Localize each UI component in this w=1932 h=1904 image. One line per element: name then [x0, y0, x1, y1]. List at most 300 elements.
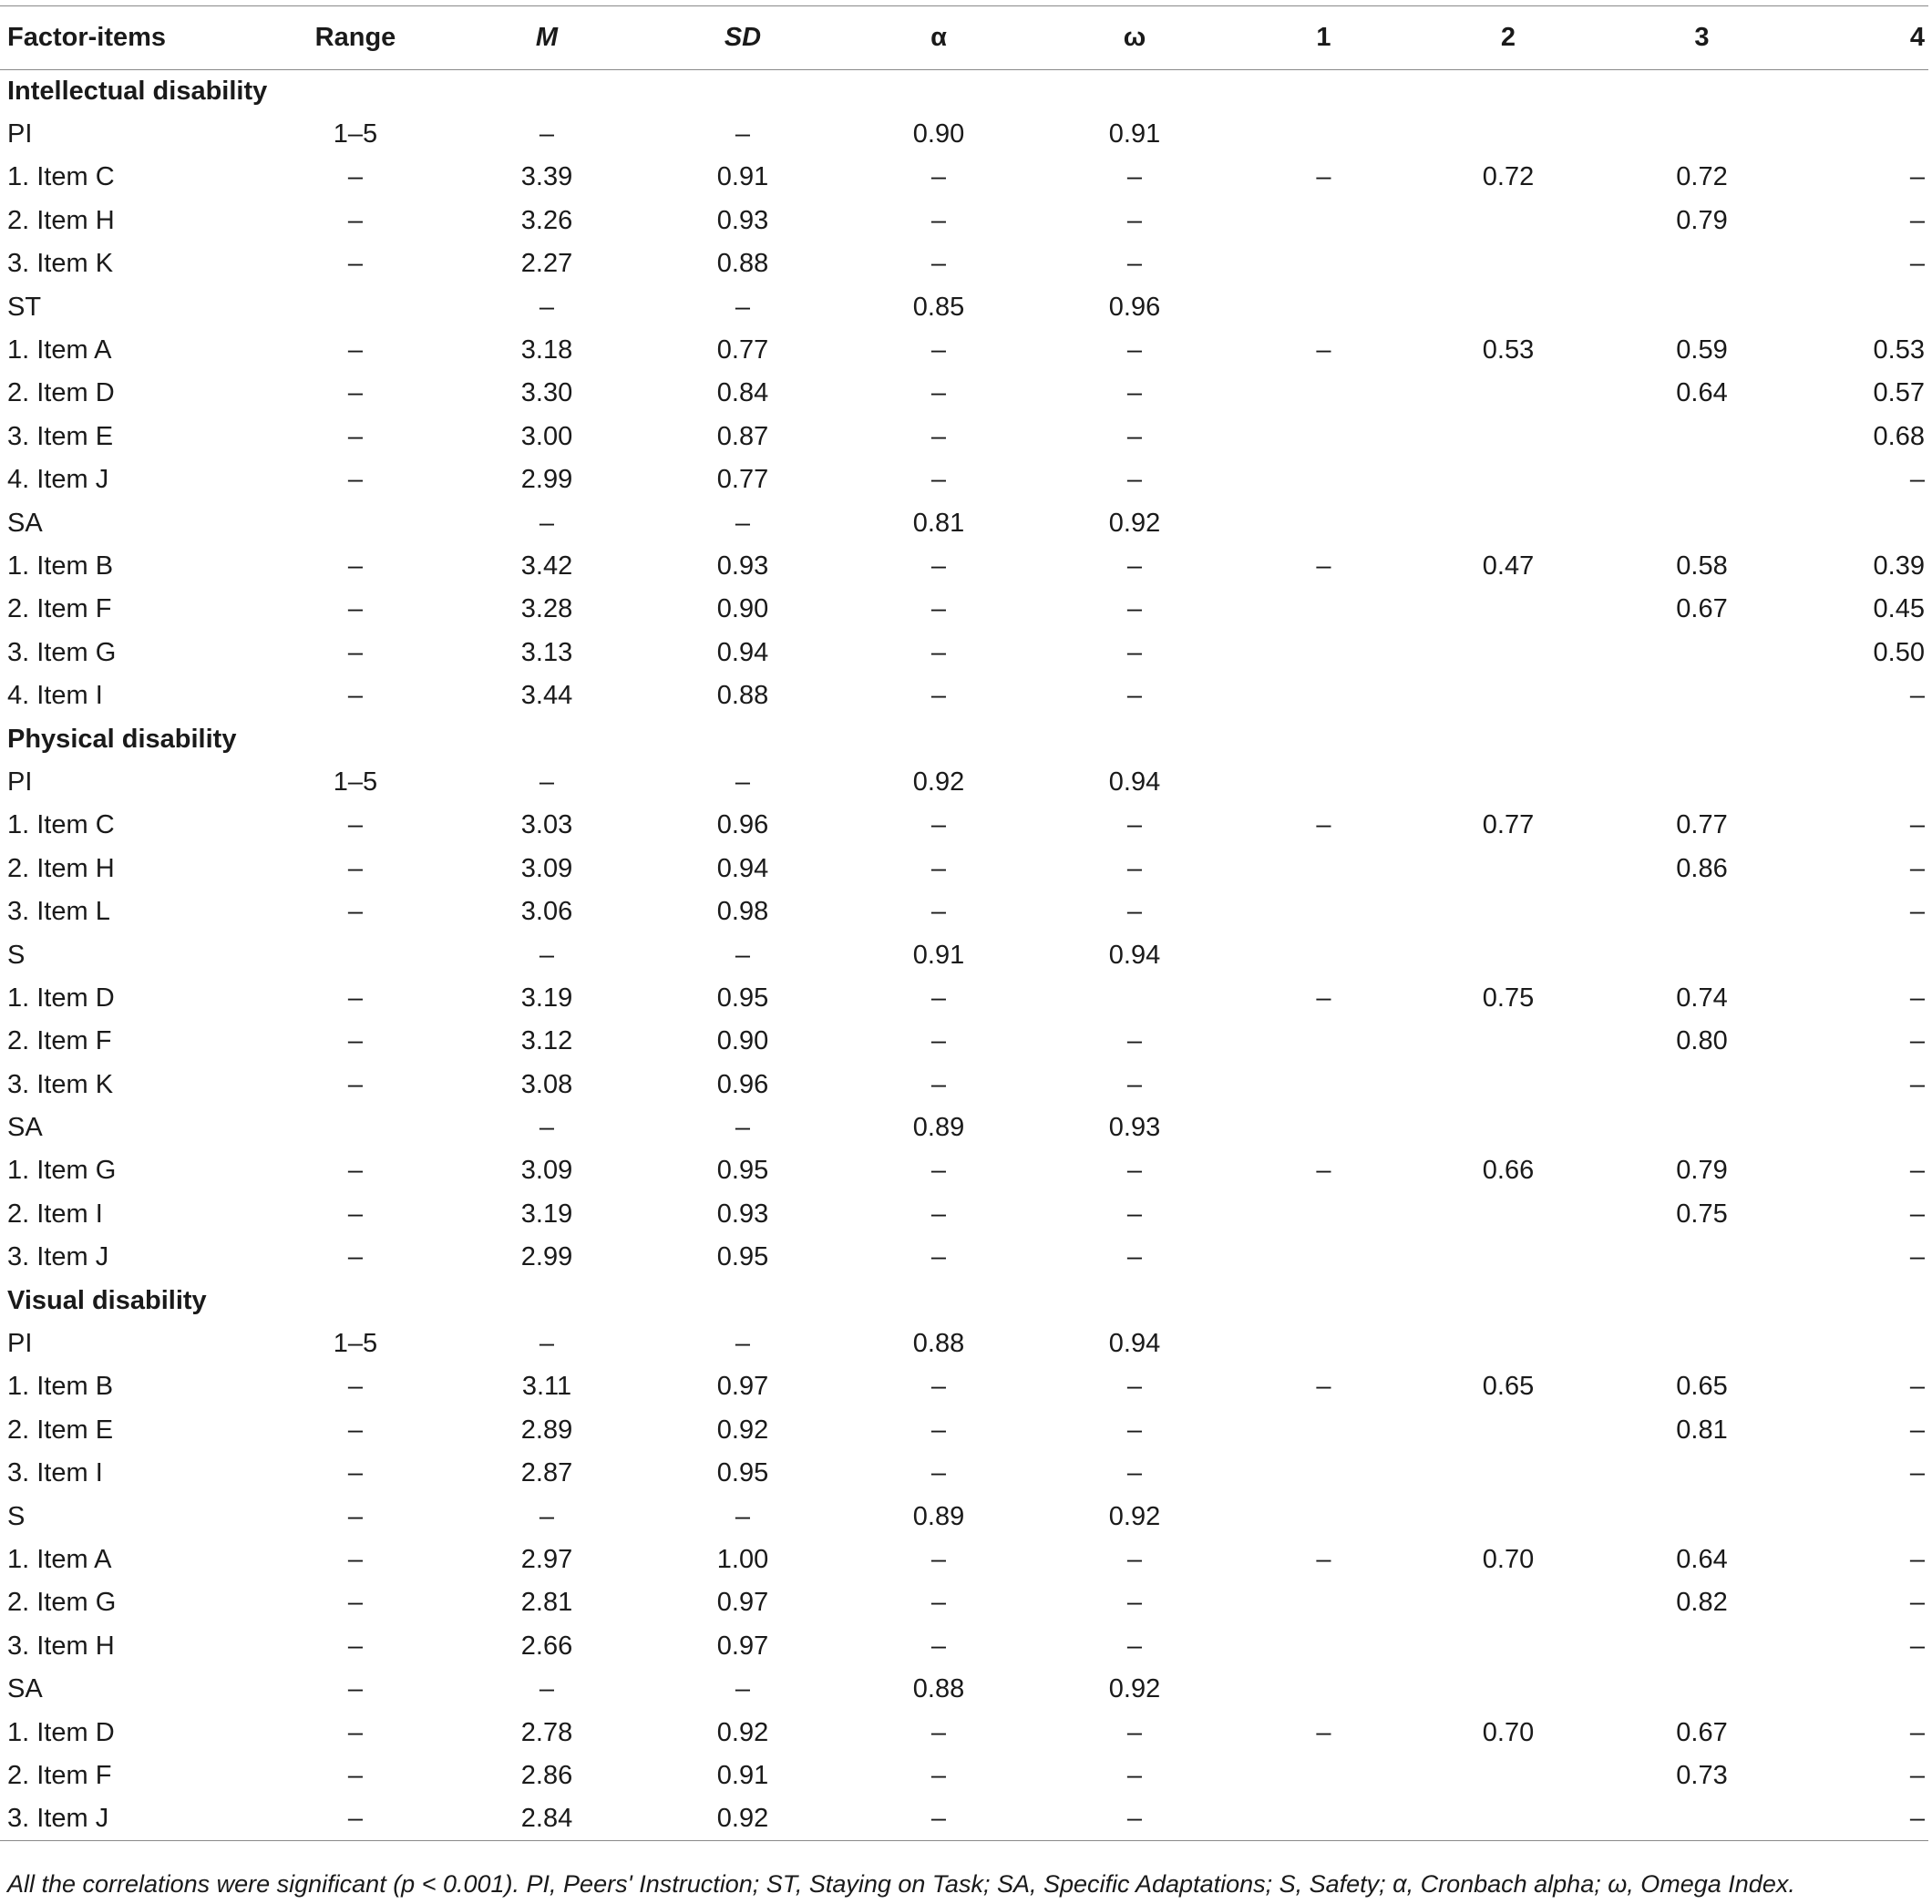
table-cell — [1417, 588, 1599, 631]
table-cell: – — [539, 119, 555, 149]
table-cell — [1417, 933, 1599, 976]
table-cell: 3. Item I — [7, 1458, 103, 1488]
table-cell: 0.58 — [1676, 551, 1728, 581]
column-header: ω — [1039, 6, 1230, 70]
table-cell: – — [930, 465, 947, 495]
table-cell: 0.95 — [716, 1458, 769, 1488]
table-cell: – — [1126, 1760, 1143, 1790]
table-cell — [1804, 933, 1928, 976]
table-cell — [1804, 285, 1928, 328]
table-cell: 2.99 — [520, 1242, 573, 1272]
table-cell: – — [1909, 853, 1925, 883]
table-cell — [1417, 1668, 1599, 1711]
table-cell: – — [930, 335, 947, 365]
table-cell: 0.90 — [912, 119, 965, 149]
table-cell: – — [1316, 1544, 1331, 1574]
table-cell: 0.77 — [1482, 810, 1535, 840]
table-cell — [1417, 1106, 1599, 1149]
table-cell: – — [1316, 983, 1331, 1013]
table-cell: 0.86 — [1676, 853, 1728, 883]
table-cell: 0.94 — [716, 637, 769, 667]
table-cell: – — [347, 1544, 364, 1574]
table-cell: 2. Item I — [7, 1199, 103, 1229]
table-row — [0, 1581, 1928, 1624]
table-cell: – — [1316, 1156, 1331, 1186]
table-cell: 1–5 — [333, 767, 378, 797]
table-cell: – — [930, 1156, 947, 1186]
section-label: Physical disability — [7, 724, 237, 754]
table-cell: – — [347, 1501, 364, 1531]
table-cell: – — [1316, 810, 1331, 840]
table-row — [0, 804, 1928, 847]
table-cell: – — [347, 335, 364, 365]
table-cell — [1230, 1236, 1417, 1279]
table-cell: 3.28 — [520, 594, 573, 624]
table-cell — [1417, 1625, 1599, 1668]
table-cell: 0.92 — [912, 767, 965, 797]
table-cell: 0.73 — [1676, 1760, 1728, 1790]
table-row — [0, 632, 1928, 674]
table-cell — [1230, 1193, 1417, 1236]
table-cell: 0.84 — [716, 378, 769, 408]
table-cell — [1230, 1581, 1417, 1624]
table-cell: 3.26 — [520, 205, 573, 235]
table-row — [0, 1452, 1928, 1495]
table-row — [0, 1063, 1928, 1106]
table-cell: 0.81 — [912, 508, 965, 538]
table-cell — [1804, 1106, 1928, 1149]
table-cell — [1417, 1495, 1599, 1538]
table-cell — [1230, 1063, 1417, 1106]
table-cell: 0.47 — [1482, 551, 1535, 581]
table-cell: 2.66 — [520, 1631, 573, 1661]
column-header: 3 — [1599, 6, 1804, 70]
table-cell — [1417, 285, 1599, 328]
table-cell: – — [347, 1458, 364, 1488]
table-cell: 3.30 — [520, 378, 573, 408]
table-cell — [1417, 1236, 1599, 1279]
table-row — [0, 1797, 1928, 1840]
table-cell: 0.64 — [1676, 378, 1728, 408]
table-cell — [264, 501, 447, 544]
table-row — [0, 674, 1928, 717]
table-cell: 0.57 — [1873, 378, 1925, 408]
table-cell: 0.53 — [1482, 335, 1535, 365]
table-cell: – — [539, 508, 555, 538]
table-cell: 0.79 — [1676, 205, 1728, 235]
table-cell — [1417, 242, 1599, 285]
table-cell: 0.92 — [716, 1717, 769, 1747]
table-cell — [1417, 761, 1599, 804]
table-cell: – — [347, 1026, 364, 1056]
table-cell: 2. Item H — [7, 205, 115, 235]
table-cell: 0.67 — [1676, 594, 1728, 624]
table-cell: 2. Item G — [7, 1588, 117, 1618]
table-cell — [1230, 848, 1417, 890]
table-cell: – — [1316, 1717, 1331, 1747]
table-cell — [1599, 933, 1804, 976]
table-cell: – — [347, 465, 364, 495]
table-cell: – — [1126, 1069, 1143, 1099]
table-row — [0, 242, 1928, 285]
table-cell: 3.42 — [520, 551, 573, 581]
table-cell: 2. Item D — [7, 378, 115, 408]
table-cell: – — [347, 897, 364, 927]
table-cell: – — [347, 1156, 364, 1186]
table-cell: 3. Item J — [7, 1242, 109, 1272]
table-cell: 1–5 — [333, 119, 378, 149]
table-cell: – — [930, 1544, 947, 1574]
table-cell: 3. Item G — [7, 637, 117, 667]
table-cell: 0.72 — [1482, 162, 1535, 192]
table-cell — [1804, 113, 1928, 156]
table-cell — [1599, 242, 1804, 285]
table-cell: 0.96 — [716, 1069, 769, 1099]
table-cell — [1804, 1323, 1928, 1365]
table-cell: 2.89 — [520, 1415, 573, 1445]
table-cell: 3. Item K — [7, 1069, 114, 1099]
table-cell: 0.94 — [716, 853, 769, 883]
table-cell: – — [930, 1458, 947, 1488]
column-header: α — [838, 6, 1039, 70]
table-cell: – — [1126, 1372, 1143, 1402]
column-header: 2 — [1417, 6, 1599, 70]
table-cell: 3.03 — [520, 810, 573, 840]
table-cell: 0.88 — [912, 1674, 965, 1704]
table-cell: – — [539, 1501, 555, 1531]
table-cell: – — [1126, 205, 1143, 235]
table-cell: PI — [7, 1329, 33, 1359]
table-cell — [1230, 1625, 1417, 1668]
table-cell: – — [735, 1674, 751, 1704]
table-cell: – — [1126, 1242, 1143, 1272]
table-cell: – — [347, 162, 364, 192]
table-cell: 0.75 — [1676, 1199, 1728, 1229]
table-cell: – — [1909, 1458, 1925, 1488]
table-cell: 0.96 — [1108, 292, 1161, 322]
table-row — [0, 545, 1928, 588]
table-cell: 0.85 — [912, 292, 965, 322]
table-cell: 2. Item E — [7, 1415, 114, 1445]
table-cell: 0.91 — [1108, 119, 1161, 149]
table-cell — [1230, 1020, 1417, 1063]
table-body — [0, 70, 1928, 1841]
table-cell — [1599, 1797, 1804, 1840]
table-cell: – — [930, 249, 947, 279]
table-cell: 2. Item H — [7, 853, 115, 883]
table-cell: – — [347, 810, 364, 840]
table-cell — [1230, 1409, 1417, 1452]
table-cell: 0.90 — [716, 1026, 769, 1056]
table-cell: – — [930, 421, 947, 451]
table-cell — [1804, 1495, 1928, 1538]
table-cell — [1230, 588, 1417, 631]
table-cell: – — [930, 1631, 947, 1661]
table-cell — [1417, 372, 1599, 415]
table-cell — [1230, 1106, 1417, 1149]
table-cell: PI — [7, 119, 33, 149]
table-cell: – — [1909, 1372, 1925, 1402]
table-cell: 0.95 — [716, 1156, 769, 1186]
table-row — [0, 848, 1928, 890]
table-cell: 0.92 — [1108, 1674, 1161, 1704]
table-cell: – — [1126, 551, 1143, 581]
table-cell: 3.11 — [521, 1372, 572, 1402]
table-header — [0, 6, 1928, 70]
table-cell: 2.84 — [447, 1797, 647, 1840]
table-cell: 0.89 — [912, 1501, 965, 1531]
table-cell: – — [1909, 1631, 1925, 1661]
table-row — [0, 285, 1928, 328]
table-cell: 1. Item D — [7, 983, 115, 1013]
table-cell: 1.00 — [716, 1544, 769, 1574]
table-cell: – — [735, 1113, 751, 1143]
column-header: 1 — [1230, 6, 1417, 70]
table-cell — [1417, 1797, 1599, 1840]
table-cell: PI — [7, 767, 33, 797]
table-cell: – — [347, 1242, 364, 1272]
table-cell: 1. Item D — [7, 1717, 115, 1747]
table-cell — [1599, 1668, 1804, 1711]
column-header: SD — [647, 6, 838, 70]
table-cell: 0.87 — [716, 421, 769, 451]
table-row — [0, 1236, 1928, 1279]
table-cell — [1230, 1495, 1417, 1538]
table-cell: 3.44 — [520, 681, 573, 711]
table-cell: 0.95 — [716, 1242, 769, 1272]
table-row — [0, 1539, 1928, 1581]
correlation-table — [0, 5, 1928, 1841]
column-header: Range — [264, 6, 447, 70]
table-cell: 0.45 — [1873, 594, 1925, 624]
table-row — [0, 890, 1928, 933]
table-row — [0, 1149, 1928, 1192]
table-cell: – — [930, 1026, 947, 1056]
table-cell: – — [347, 249, 364, 279]
table-cell: – — [930, 1717, 947, 1747]
table-cell: – — [1126, 1631, 1143, 1661]
table-cell — [1417, 200, 1599, 242]
table-cell: – — [1126, 335, 1143, 365]
table-cell — [1599, 1106, 1804, 1149]
table-cell: – — [735, 292, 751, 322]
table-cell: – — [1804, 1797, 1928, 1840]
table-cell — [1417, 674, 1599, 717]
table-cell: – — [1126, 594, 1143, 624]
table-cell: – — [930, 1415, 947, 1445]
table-cell: 1. Item A — [7, 1544, 112, 1574]
table-cell: – — [930, 378, 947, 408]
table-cell: – — [1126, 249, 1143, 279]
table-cell: 0.75 — [1482, 983, 1535, 1013]
table-cell: 0.97 — [716, 1631, 769, 1661]
table-cell: 3. Item K — [7, 249, 114, 279]
table-cell: 3. Item L — [7, 897, 110, 927]
table-cell: – — [1316, 335, 1331, 365]
table-cell: – — [1909, 205, 1925, 235]
table-cell: 1–5 — [333, 1329, 378, 1359]
table-cell: – — [1126, 1458, 1143, 1488]
table-cell: – — [347, 1631, 364, 1661]
table-cell — [1230, 1755, 1417, 1797]
table-cell: – — [1909, 1588, 1925, 1618]
table-cell: – — [930, 637, 947, 667]
table-cell: – — [347, 1674, 364, 1704]
table-cell: – — [1126, 1199, 1143, 1229]
table-cell: – — [930, 551, 947, 581]
table-row — [0, 1193, 1928, 1236]
table-cell: 0.93 — [716, 551, 769, 581]
table-cell: – — [735, 767, 751, 797]
table-cell: ST — [7, 292, 42, 322]
table-cell: 0.88 — [716, 249, 769, 279]
table-cell: – — [264, 1797, 447, 1840]
column-header: M — [447, 6, 647, 70]
table-cell: 0.77 — [716, 465, 769, 495]
table-cell: 3.00 — [520, 421, 573, 451]
table-cell: – — [347, 594, 364, 624]
table-cell: – — [1909, 1415, 1925, 1445]
table-cell: – — [1909, 249, 1925, 279]
table-cell: – — [347, 1069, 364, 1099]
table-cell: – — [735, 1501, 751, 1531]
table-cell: 2.87 — [520, 1458, 573, 1488]
table-cell: 0.98 — [716, 897, 769, 927]
table-cell: SA — [7, 1674, 43, 1704]
table-cell: 0.93 — [716, 205, 769, 235]
table-cell: 1. Item C — [7, 162, 115, 192]
table-row — [0, 1365, 1928, 1408]
table-cell: – — [735, 119, 751, 149]
table-cell — [1599, 1323, 1804, 1365]
table-cell: – — [347, 681, 364, 711]
table-cell — [1230, 761, 1417, 804]
table-cell: 0.94 — [1108, 940, 1161, 970]
table-cell: – — [1126, 810, 1143, 840]
table-cell — [1599, 761, 1804, 804]
table-cell: 3. Item E — [7, 421, 114, 451]
table-cell: 4. Item I — [7, 681, 103, 711]
table-cell: – — [1909, 465, 1925, 495]
table-cell — [1417, 1452, 1599, 1495]
table-cell: 0.82 — [1676, 1588, 1728, 1618]
table-cell: 3.12 — [520, 1026, 573, 1056]
table-cell — [1230, 1668, 1417, 1711]
table-cell: 0.90 — [716, 594, 769, 624]
table-cell: 2.99 — [520, 465, 573, 495]
table-cell — [1230, 1797, 1417, 1840]
table-cell: 1. Item B — [7, 551, 114, 581]
table-cell: – — [1909, 1069, 1925, 1099]
table-cell — [1230, 632, 1417, 674]
table-row — [0, 977, 1928, 1020]
section-row — [0, 717, 1928, 760]
table-cell: 1. Item G — [7, 1156, 117, 1186]
table-cell: – — [930, 1588, 947, 1618]
table-cell — [1230, 372, 1417, 415]
table-cell: – — [1126, 378, 1143, 408]
table-cell: – — [1126, 1156, 1143, 1186]
table-cell — [1230, 242, 1417, 285]
section-label: Visual disability — [7, 1285, 207, 1315]
table-cell: 1. Item C — [7, 810, 115, 840]
table-cell: – — [838, 1797, 1039, 1840]
column-header: Factor-items — [0, 6, 264, 70]
table-cell: 0.65 — [1676, 1372, 1728, 1402]
table-row — [0, 200, 1928, 242]
table-cell: – — [735, 508, 751, 538]
table-cell: – — [1126, 681, 1143, 711]
table-cell: – — [347, 1760, 364, 1790]
table-cell: – — [1909, 897, 1925, 927]
table-cell — [1230, 1452, 1417, 1495]
table-cell: – — [347, 853, 364, 883]
table-cell: – — [930, 810, 947, 840]
table-cell: 0.91 — [912, 940, 965, 970]
table-cell — [1417, 501, 1599, 544]
table-cell: – — [347, 1415, 364, 1445]
table-cell: 1. Item A — [7, 335, 112, 365]
table-cell — [1230, 674, 1417, 717]
table-cell — [1230, 113, 1417, 156]
table-cell: 3.39 — [520, 162, 573, 192]
table-row — [0, 113, 1928, 156]
table-cell — [1804, 761, 1928, 804]
table-cell: – — [1909, 1544, 1925, 1574]
column-header: 4 — [1804, 6, 1928, 70]
table-cell — [1230, 458, 1417, 501]
table-cell: – — [1909, 1760, 1925, 1790]
table-cell: S — [7, 940, 26, 970]
table-cell: 0.64 — [1676, 1544, 1728, 1574]
table-cell: – — [1909, 1717, 1925, 1747]
table-cell: 0.80 — [1676, 1026, 1728, 1056]
table-cell: – — [1126, 465, 1143, 495]
table-row — [0, 1106, 1928, 1149]
table-cell — [1039, 977, 1230, 1020]
table-cell: 0.70 — [1482, 1717, 1535, 1747]
table-cell — [1804, 501, 1928, 544]
table-cell: 0.88 — [716, 681, 769, 711]
table-cell — [1417, 890, 1599, 933]
table-cell: – — [347, 637, 364, 667]
table-cell: – — [930, 1760, 947, 1790]
table-cell: 0.95 — [716, 983, 769, 1013]
table-cell: – — [1126, 162, 1143, 192]
table-cell — [1417, 1323, 1599, 1365]
table-cell: – — [930, 1199, 947, 1229]
table-cell: 0.92 — [1108, 1501, 1161, 1531]
table-cell: 2.97 — [520, 1544, 573, 1574]
table-cell — [1804, 1668, 1928, 1711]
table-cell: 0.53 — [1873, 335, 1925, 365]
table-cell: – — [1126, 1415, 1143, 1445]
table-cell — [264, 933, 447, 976]
table-cell — [1599, 501, 1804, 544]
table-cell: – — [930, 853, 947, 883]
table-cell: – — [539, 940, 555, 970]
table-row — [0, 761, 1928, 804]
table-cell: – — [1126, 421, 1143, 451]
table-cell: – — [1039, 1797, 1230, 1840]
table-cell — [1599, 458, 1804, 501]
table-cell — [1417, 1581, 1599, 1624]
table-cell — [1230, 285, 1417, 328]
table-cell: 3.09 — [520, 853, 573, 883]
table-cell — [1599, 1625, 1804, 1668]
table-row — [0, 156, 1928, 199]
table-cell: 3.18 — [520, 335, 573, 365]
